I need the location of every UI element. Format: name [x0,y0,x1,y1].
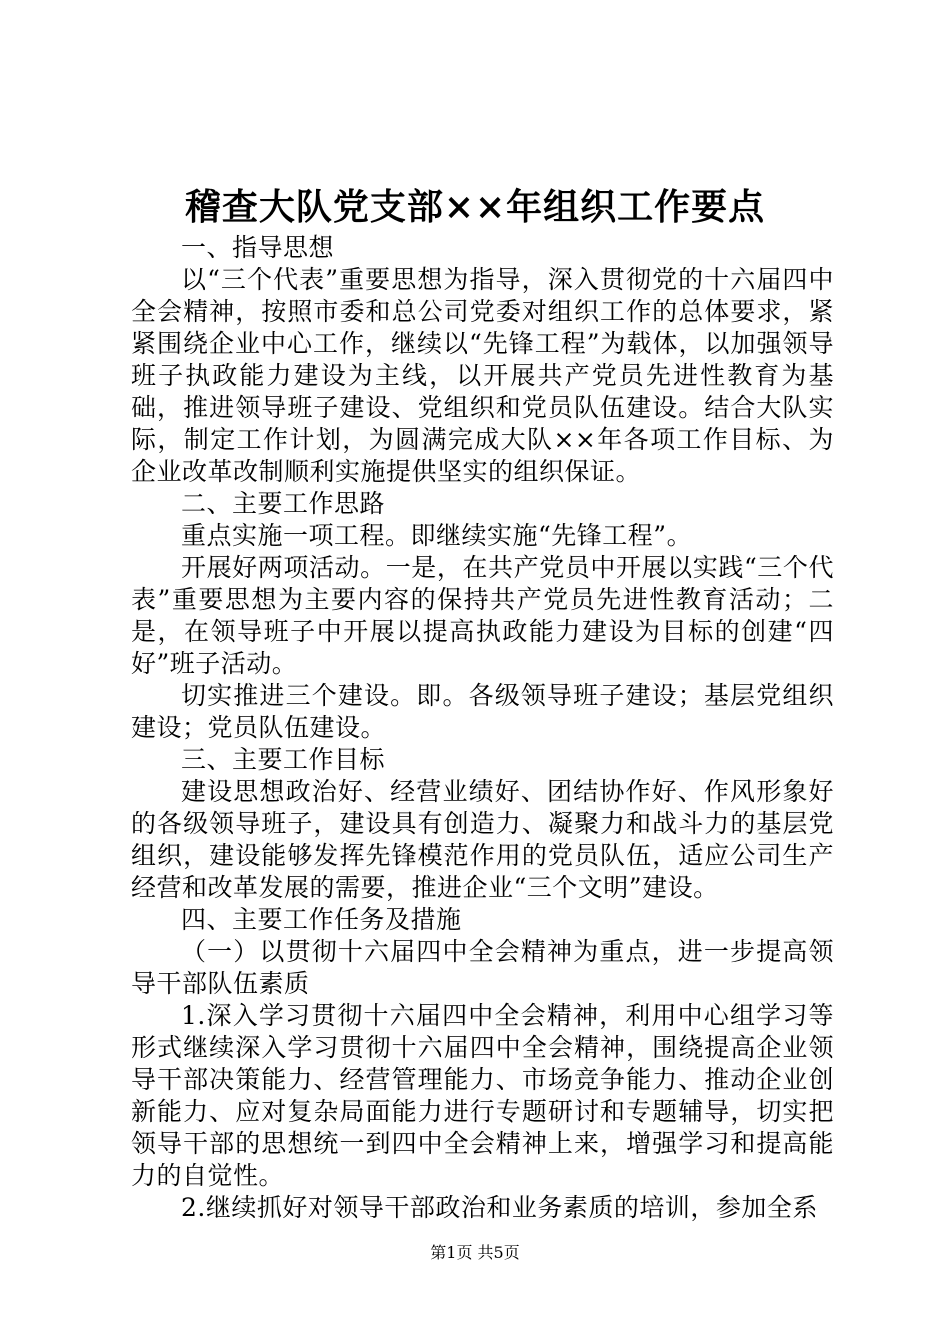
section-heading-work-goals: 三、主要工作目标 [181,745,386,774]
page-footer: 第1页 共5页 [430,1243,520,1262]
list-item-1: 1.深入学习贯彻十六届四中全会精神，利用中心组学习等形式继续深入学习贯彻十六届四中全会精神，围绕提高企业领导干部决策能力、经营管理能力、市场竞争能力、推动企业创新能力、应对复杂局面能力进行专题研讨和专题辅导，切实把领导干部的思想统一到四中全会精神上来，增强学习和提高能力的自觉性。 [131,1001,834,1190]
paragraph-two-activities: 开展好两项活动。一是，在共产党员中开展以实践“三个代表”重要思想为主要内容的保持共产党员先进性教育活动；二是，在领导班子中开展以提高执政能力建设为目标的创建“四好”班子活动。 [131,553,834,678]
section-heading-work-approach: 二、主要工作思路 [181,489,386,518]
paragraph-three-constructions: 切实推进三个建设。即。各级领导班子建设；基层党组织建设；党员队伍建设。 [131,681,834,742]
paragraph-guiding-ideology: 以“三个代表”重要思想为指导，深入贯彻党的十六届四中全会精神，按照市委和总公司党委对组织工作的总体要求，紧紧围绕企业中心工作，继续以“先锋工程”为载体，以加强领导班子执政能力建设为主线，以开展共产党员先进性教育为基础，推进领导班子建设、党组织和党员队伍建设。结合大队实际，制定工作计划，为圆满完成大队××年各项工作目标、为企业改革改制顺利实施提供坚实的组织保证。 [131,265,834,486]
paragraph-one-project: 重点实施一项工程。即继续实施“先锋工程”。 [181,521,693,550]
section-heading-guiding-ideology: 一、指导思想 [181,233,335,262]
subsection-heading-1: （一）以贯彻十六届四中全会精神为重点，进一步提高领导干部队伍素质 [131,937,834,998]
section-heading-tasks-measures: 四、主要工作任务及措施 [181,905,462,934]
document-title: 稽查大队党支部××年组织工作要点 [184,186,766,228]
document-body [131,232,834,1224]
list-item-2: 2.继续抓好对领导干部政治和业务素质的培训，参加全系 [181,1193,818,1222]
paragraph-work-goals: 建设思想政治好、经营业绩好、团结协作好、作风形象好的各级领导班子，建设具有创造力、凝聚力和战斗力的基层党组织，建设能够发挥先锋模范作用的党员队伍，适应公司生产经营和改革发展的需要，推进企业“三个文明”建设。 [131,777,834,902]
